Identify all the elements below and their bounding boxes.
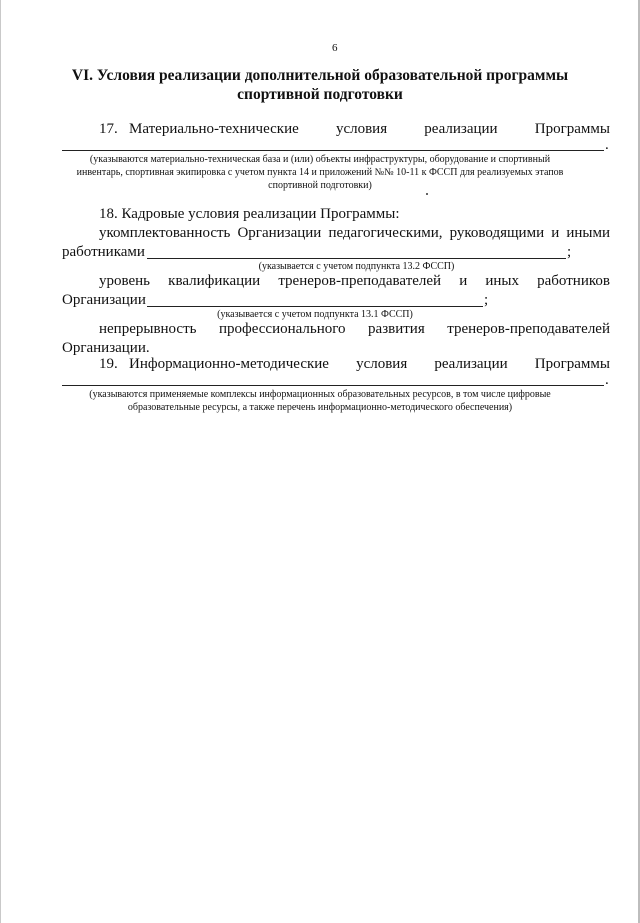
- qualification-word: работников: [537, 273, 610, 289]
- scan-speck: [426, 193, 428, 195]
- item-19-end-mark: .: [605, 372, 609, 388]
- development-text: [99, 321, 610, 338]
- section-title-line2: спортивной подготовки: [237, 86, 403, 103]
- development-word: профессионального: [218, 321, 346, 337]
- staffing-word: укомплектованность: [99, 225, 231, 241]
- item-17-note-line1: (указываются материально-техническая база и (или) объекты инфраструктуры, оборудование и спортивный: [89, 154, 551, 165]
- staffing-word: иными: [566, 225, 610, 241]
- page-edge-left: [0, 0, 1, 923]
- item-17-note-line2: инвентарь, спортивная экипировка с учетом пункта 14 и приложений №№ 10-11 к ФССП для реализуемых этапов: [76, 167, 564, 178]
- item-17-word: Программы: [534, 121, 610, 137]
- item-17-number: 17.: [99, 121, 118, 137]
- staffing-fill-line[interactable]: [147, 258, 566, 259]
- section-title-line1: VI. Условия реализации дополнительной образовательной программы: [71, 67, 569, 84]
- item-19-word: Программы: [534, 356, 610, 372]
- item-19-word: Информационно-методические: [129, 356, 329, 372]
- item-17-word: условия: [335, 121, 388, 137]
- item-17-fill-line[interactable]: [62, 150, 604, 151]
- staffing-word: Организации: [237, 225, 322, 241]
- qualification-text: [99, 273, 610, 290]
- qualification-note: (указывается с учетом подпункта 13.1 ФССП): [217, 309, 413, 320]
- item-17-word: Материально-технические: [129, 121, 299, 137]
- qualification-fill-line[interactable]: [147, 306, 483, 307]
- qualification-word: и: [459, 273, 468, 289]
- item-19-word: реализации: [434, 356, 508, 372]
- qualification-end-mark: ;: [484, 292, 489, 308]
- item-19-note-line1: (указываются применяемые комплексы информационных образовательных ресурсов, в том числе цифровые: [89, 389, 551, 400]
- qualification-word: уровень: [99, 273, 151, 289]
- staffing-word: руководящими: [449, 225, 545, 241]
- staffing-word: педагогическими,: [328, 225, 443, 241]
- item-19-fill-line[interactable]: [62, 385, 604, 386]
- qualification-end-word: Организации: [62, 292, 146, 308]
- staffing-note: (указывается с учетом подпункта 13.2 ФССП): [258, 261, 455, 272]
- item-17-text: [129, 121, 610, 138]
- development-word: развития: [368, 321, 425, 337]
- staffing-text: [99, 225, 610, 242]
- item-18-heading: 18. Кадровые условия реализации Программы:: [99, 206, 400, 222]
- qualification-word: тренеров-преподавателей: [278, 273, 442, 289]
- development-end-word: Организации.: [62, 340, 150, 356]
- item-19-word: условия: [356, 356, 408, 372]
- staffing-word: и: [551, 225, 560, 241]
- item-19-number: 19.: [99, 356, 118, 372]
- page-number: 6: [332, 42, 338, 54]
- item-19-text: [129, 356, 610, 373]
- item-17-note-line3: спортивной подготовки): [268, 180, 372, 191]
- item-17-word: реализации: [424, 121, 498, 137]
- development-word: непрерывность: [99, 321, 197, 337]
- staffing-end-mark: ;: [567, 244, 572, 260]
- development-word: тренеров-преподавателей: [447, 321, 610, 337]
- qualification-word: иных: [485, 273, 520, 289]
- staffing-end-word: работниками: [62, 244, 145, 260]
- qualification-word: квалификации: [168, 273, 261, 289]
- item-17-end-mark: .: [605, 137, 609, 153]
- item-19-note-line2: образовательные ресурсы, а также перечень информационно-методического обеспечения): [127, 402, 513, 413]
